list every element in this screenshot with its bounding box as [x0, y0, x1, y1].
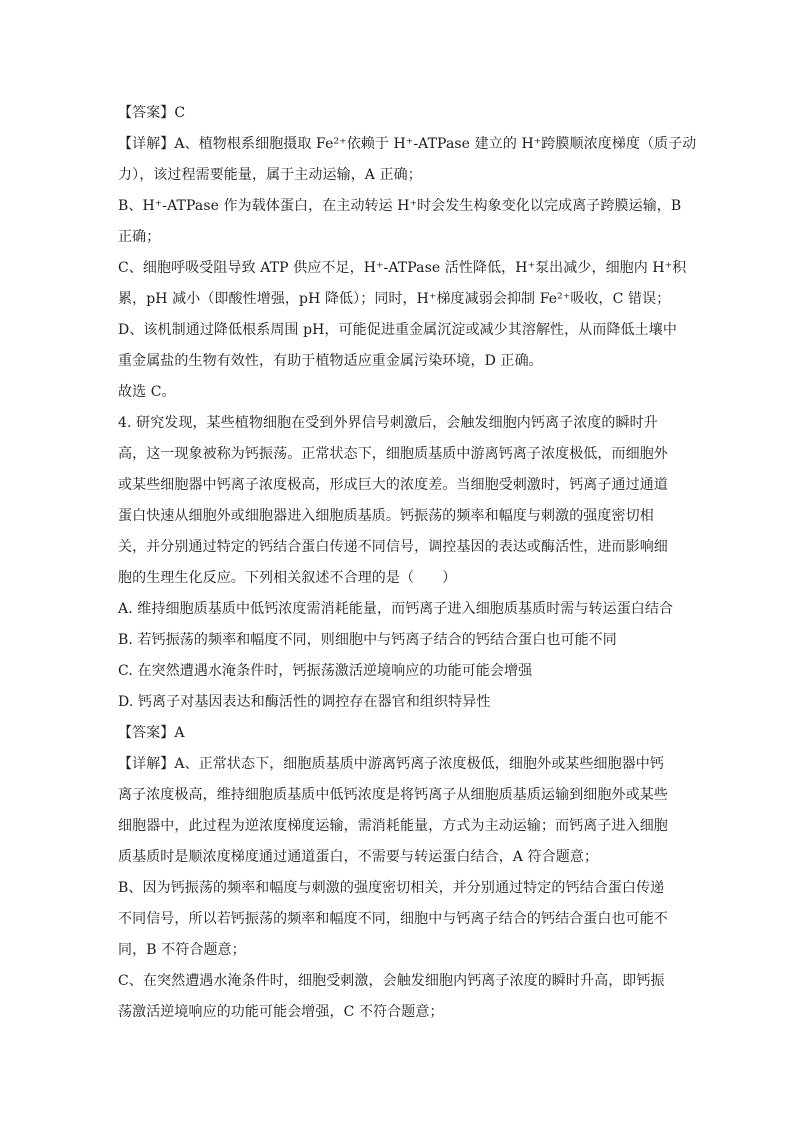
answer-label: 【答案】A: [118, 725, 185, 741]
answer-label: 【答案】C: [118, 105, 186, 121]
question-line: 胞的生理生化反应。下列相关叙述不合理的是（ ）: [118, 570, 457, 586]
explanation-line: 正确；: [118, 229, 161, 245]
explanation-line: 同，B 不符合题意；: [118, 942, 246, 958]
explanation-line: C、在突然遭遇水淹条件时，细胞受刺激，会触发细胞内钙离子浓度的瞬时升高，即钙振: [118, 973, 665, 989]
explanation-line: 荡激活逆境响应的功能可能会增强，C 不符合题意；: [118, 1004, 444, 1020]
explanation-line: 质基质时是顺浓度梯度通过通道蛋白，不需要与转运蛋白结合，A 符合题意；: [118, 849, 599, 865]
explanation-line: 细胞器中，此过程为逆浓度梯度运输，需消耗能量，方式为主动运输；而钙离子进入细胞: [118, 818, 668, 834]
conclusion-line: 故选 C。: [118, 384, 176, 400]
explanation-line: D、该机制通过降低根系周围 pH，可能促进重金属沉淀或减少其溶解性，从而降低土壤中: [118, 322, 677, 338]
explanation-line: B、因为钙振荡的频率和幅度与刺激的强度密切相关，并分别通过特定的钙结合蛋白传递: [118, 880, 665, 896]
option-c: C. 在突然遭遇水淹条件时，钙振荡激活逆境响应的功能可能会增强: [118, 663, 533, 679]
explanation-line: 【详解】A、正常状态下，细胞质基质中游离钙离子浓度极低，细胞外或某些细胞器中钙: [118, 756, 665, 772]
explanation-line: 累，pH 减小（即酸性增强，pH 降低）；同时，H⁺梯度减弱会抑制 Fe²⁺吸收，C 错误；: [118, 291, 671, 307]
explanation-line: 离子浓度极高，维持细胞质基质中低钙浓度是将钙离子从细胞质基质运输到细胞外或某些: [118, 787, 668, 803]
explanation-line: 【详解】A、植物根系细胞摄取 Fe²⁺依赖于 H⁺-ATPase 建立的 H⁺跨膜顺浓度梯度（质子动: [118, 136, 697, 152]
explanation-line: C、细胞呼吸受阻导致 ATP 供应不足，H⁺-ATPase 活性降低，H⁺泵出减少，细胞内 H⁺积: [118, 260, 687, 276]
document-page: [118, 98, 697, 1028]
option-d: D. 钙离子对基因表达和酶活性的调控存在器官和组织特异性: [118, 694, 491, 710]
option-a: A. 维持细胞质基质中低钙浓度需消耗能量，而钙离子进入细胞质基质时需与转运蛋白结合: [118, 601, 674, 617]
explanation-line: B、H⁺-ATPase 作为载体蛋白，在主动转运 H⁺时会发生构象变化以完成离子跨膜运输，B: [118, 198, 682, 214]
explanation-line: 不同信号，所以若钙振荡的频率和幅度不同，细胞中与钙离子结合的钙结合蛋白也可能不: [118, 911, 668, 927]
question-line: 或某些细胞器中钙离子浓度极高，形成巨大的浓度差。当细胞受刺激时，钙离子通过通道: [118, 477, 668, 493]
explanation-line: 力），该过程需要能量，属于主动运输，A 正确；: [118, 167, 422, 183]
question-line: 关，并分别通过特定的钙结合蛋白传递不同信号，调控基因的表达或酶活性，进而影响细: [118, 539, 668, 555]
question-line: 4. 研究发现，某些植物细胞在受到外界信号刺激后，会触发细胞内钙离子浓度的瞬时升: [118, 415, 658, 431]
option-b: B. 若钙振荡的频率和幅度不同，则细胞中与钙离子结合的钙结合蛋白也可能不同: [118, 632, 617, 648]
question-line: 高，这一现象被称为钙振荡。正常状态下，细胞质基质中游离钙离子浓度极低，而细胞外: [118, 446, 668, 462]
question-line: 蛋白快速从细胞外或细胞器进入细胞质基质。钙振荡的频率和幅度与刺激的强度密切相: [118, 508, 654, 524]
explanation-line: 重金属盐的生物有效性，有助于植物适应重金属污染环境，D 正确。: [118, 353, 543, 369]
